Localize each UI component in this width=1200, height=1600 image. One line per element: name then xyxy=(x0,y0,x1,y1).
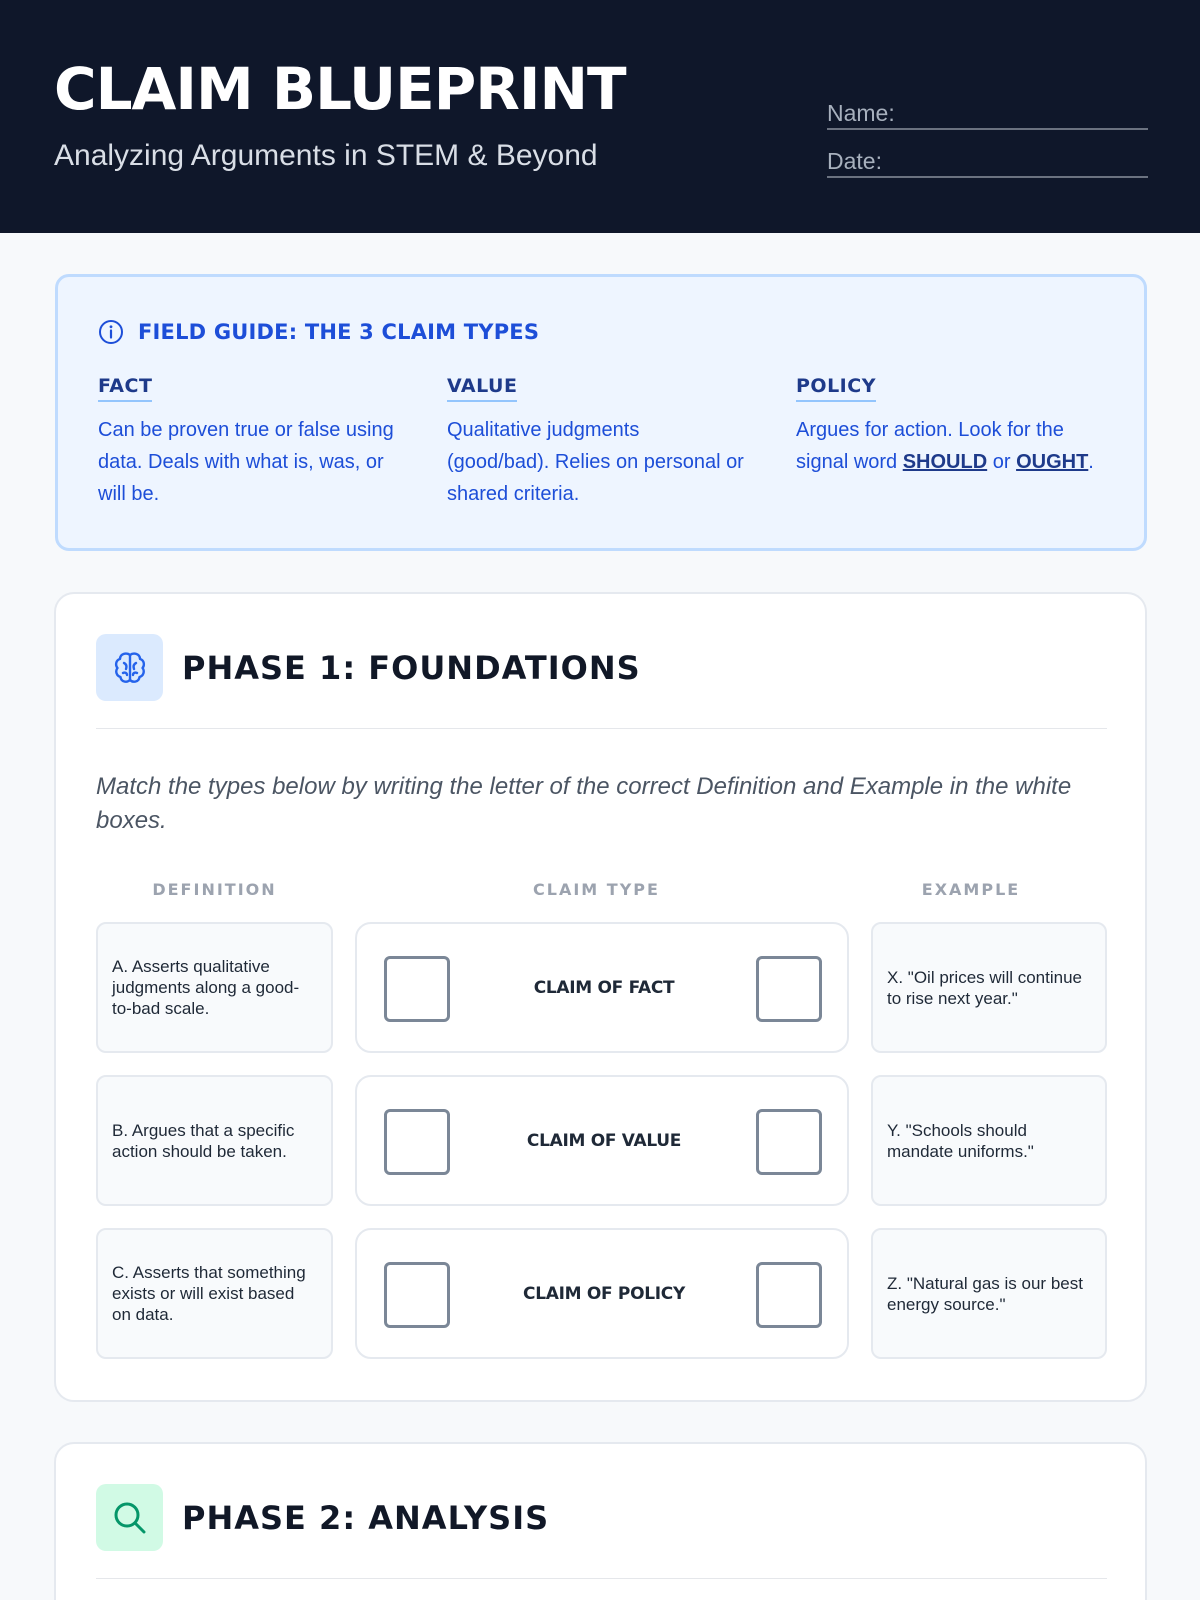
definition-answer-box[interactable] xyxy=(384,956,450,1022)
field-guide-panel xyxy=(55,274,1147,551)
column-header-example: EXAMPLE xyxy=(921,880,1021,899)
guide-column-text: Qualitative judgments (good/bad). Relies on personal or shared criteria. xyxy=(447,419,744,505)
claim-type-card xyxy=(355,1075,849,1206)
definition-card: A. Asserts qualitative judgments along a good-to-bad scale. xyxy=(96,922,333,1053)
claim-type-label: CLAIM OF FACT xyxy=(533,977,675,998)
phase-2-title: PHASE 2: ANALYSIS xyxy=(182,1499,550,1537)
name-field[interactable]: Name: xyxy=(827,99,1148,130)
divider xyxy=(96,1578,1107,1579)
claim-type-label: CLAIM OF POLICY xyxy=(523,1283,685,1304)
definition-card: B. Argues that a specific action should be taken. xyxy=(96,1075,333,1206)
claim-type-card xyxy=(355,922,849,1053)
claim-type-label: CLAIM OF VALUE xyxy=(526,1130,682,1151)
example-answer-box[interactable] xyxy=(756,1109,822,1175)
phase-2-card xyxy=(54,1442,1147,1600)
phase-1-title: PHASE 1: FOUNDATIONS xyxy=(182,649,641,687)
guide-column-title: POLICY xyxy=(796,375,876,402)
example-card: Z. "Natural gas is our best energy source." xyxy=(871,1228,1107,1359)
guide-column-text xyxy=(796,414,1116,478)
example-answer-box[interactable] xyxy=(756,956,822,1022)
phase-2-icon-badge xyxy=(96,1484,163,1551)
date-field[interactable]: Date: xyxy=(827,147,1148,178)
page-subtitle: Analyzing Arguments in STEM & Beyond xyxy=(54,139,598,172)
example-card: Y. "Schools should mandate uniforms." xyxy=(871,1075,1107,1206)
field-guide-title: FIELD GUIDE: THE 3 CLAIM TYPES xyxy=(138,320,540,344)
guide-column-fact xyxy=(98,375,398,510)
guide-column-title: FACT xyxy=(98,375,152,402)
guide-column-value xyxy=(447,375,747,510)
phase-1-instructions: Match the types below by writing the letter of the correct Definition and Example in the white boxes. xyxy=(96,773,1072,834)
divider xyxy=(96,728,1107,729)
column-header-claim-type: CLAIM TYPE xyxy=(533,880,660,899)
policy-text-end: . xyxy=(1088,451,1094,473)
example-answer-box[interactable] xyxy=(756,1262,822,1328)
field-guide-header xyxy=(98,319,539,345)
definition-answer-box[interactable] xyxy=(384,1109,450,1175)
phase-1-card xyxy=(54,592,1147,1402)
signal-word-should: SHOULD xyxy=(902,451,988,473)
definition-card: C. Asserts that something exists or will exist based on data. xyxy=(96,1228,333,1359)
column-header-definition: DEFINITION xyxy=(152,880,277,899)
search-icon xyxy=(111,1499,149,1537)
guide-column-title: VALUE xyxy=(447,375,517,402)
definition-answer-box[interactable] xyxy=(384,1262,450,1328)
phase-1-icon-badge xyxy=(96,634,163,701)
signal-word-ought: OUGHT xyxy=(1016,451,1089,473)
page-header xyxy=(0,0,1200,233)
guide-column-policy xyxy=(796,375,1116,478)
page-title: CLAIM BLUEPRINT xyxy=(54,55,626,123)
brain-icon xyxy=(110,648,150,688)
info-icon xyxy=(98,319,124,345)
guide-column-text: Can be proven true or false using data. Deals with what is, was, or will be. xyxy=(98,419,394,505)
policy-text-mid: or xyxy=(987,451,1017,473)
policy-text-before: Argues for action. Look for the signal word xyxy=(796,419,1064,473)
claim-type-card xyxy=(355,1228,849,1359)
example-card: X. "Oil prices will continue to rise next year." xyxy=(871,922,1107,1053)
